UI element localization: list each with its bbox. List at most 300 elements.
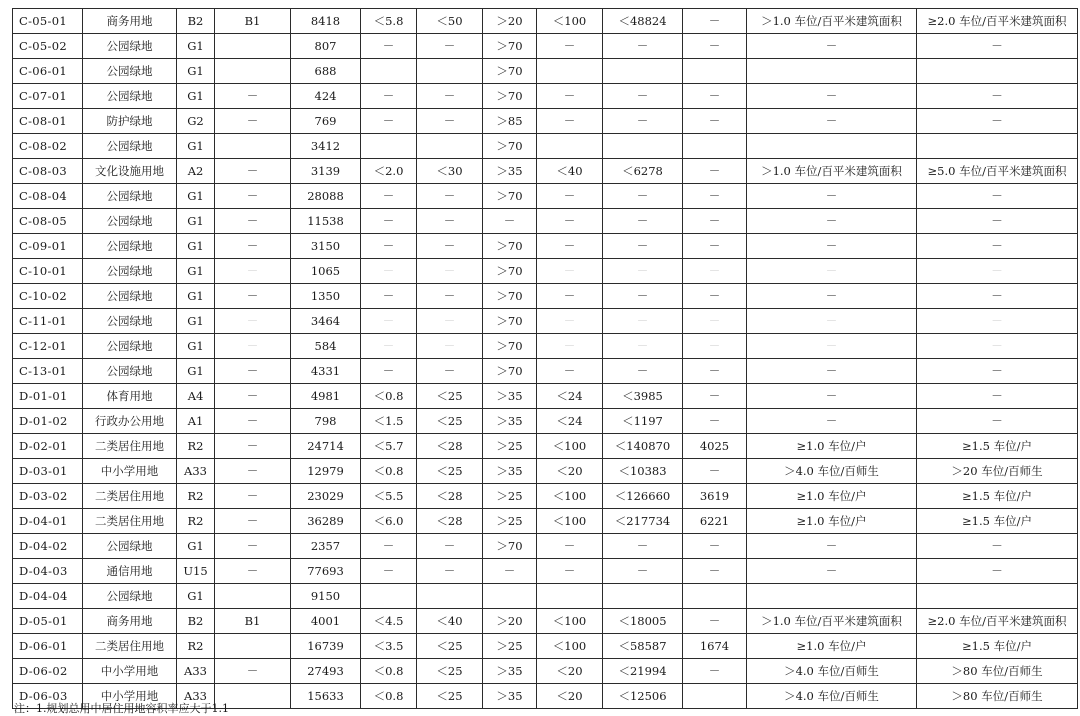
height-limit-cell: ＜20	[537, 659, 603, 684]
green-ratio-cell: ＞70	[483, 234, 537, 259]
plot-area-cell: 2357	[291, 534, 361, 559]
plot-code-cell: D-06-01	[13, 634, 83, 659]
compatible-use-cell: B1	[215, 609, 291, 634]
land-use-code-cell: G1	[177, 34, 215, 59]
motor-parking-cell: －	[747, 84, 917, 109]
green-ratio-cell	[483, 584, 537, 609]
plot-area-cell: 36289	[291, 509, 361, 534]
motor-parking-cell: ＞4.0 车位/百师生	[747, 459, 917, 484]
building-density-cell: ＜28	[417, 509, 483, 534]
households-cell: －	[683, 409, 747, 434]
plot-area-cell: 4331	[291, 359, 361, 384]
bicycle-parking-cell: ≥2.0 车位/百平米建筑面积	[917, 9, 1078, 34]
building-density-cell: ＜40	[417, 609, 483, 634]
height-limit-cell: －	[537, 284, 603, 309]
compatible-use-cell	[215, 134, 291, 159]
green-ratio-cell: －	[483, 559, 537, 584]
land-use-name-cell: 公园绿地	[83, 259, 177, 284]
green-ratio-cell: ＞35	[483, 409, 537, 434]
land-use-name-cell: 公园绿地	[83, 184, 177, 209]
land-use-name-cell: 公园绿地	[83, 584, 177, 609]
table-row	[13, 109, 1078, 134]
plot-area-cell: 424	[291, 84, 361, 109]
compatible-use-cell: B1	[215, 9, 291, 34]
households-cell: －	[683, 609, 747, 634]
plot-area-cell: 4981	[291, 384, 361, 409]
building-density-cell: ＜30	[417, 159, 483, 184]
plot-code-cell: D-06-02	[13, 659, 83, 684]
floor-area-cell	[603, 584, 683, 609]
green-ratio-cell: ＞70	[483, 334, 537, 359]
land-use-code-cell: G2	[177, 109, 215, 134]
land-use-code-cell: G1	[177, 284, 215, 309]
table-row	[13, 634, 1078, 659]
height-limit-cell	[537, 134, 603, 159]
table-row	[13, 209, 1078, 234]
floor-area-ratio-cell: ＜4.5	[361, 609, 417, 634]
plot-code-cell: D-04-01	[13, 509, 83, 534]
table-row	[13, 484, 1078, 509]
green-ratio-cell: ＞25	[483, 484, 537, 509]
table-row	[13, 409, 1078, 434]
building-density-cell	[417, 134, 483, 159]
floor-area-cell: ＜21994	[603, 659, 683, 684]
bicycle-parking-cell: ≥1.5 车位/户	[917, 509, 1078, 534]
table-row	[13, 434, 1078, 459]
building-density-cell: －	[417, 559, 483, 584]
plot-area-cell: 769	[291, 109, 361, 134]
floor-area-ratio-cell: －	[361, 309, 417, 334]
motor-parking-cell	[747, 584, 917, 609]
land-use-code-cell: A1	[177, 409, 215, 434]
motor-parking-cell: ＞4.0 车位/百师生	[747, 659, 917, 684]
floor-area-ratio-cell: ＜3.5	[361, 634, 417, 659]
plot-code-cell: C-11-01	[13, 309, 83, 334]
compatible-use-cell: －	[215, 559, 291, 584]
table-row	[13, 559, 1078, 584]
floor-area-cell: ＜126660	[603, 484, 683, 509]
green-ratio-cell: ＞70	[483, 184, 537, 209]
households-cell: －	[683, 259, 747, 284]
building-density-cell: ＜25	[417, 459, 483, 484]
households-cell: －	[683, 234, 747, 259]
motor-parking-cell: －	[747, 184, 917, 209]
compatible-use-cell: －	[215, 234, 291, 259]
households-cell: －	[683, 184, 747, 209]
table-row	[13, 9, 1078, 34]
households-cell: －	[683, 209, 747, 234]
floor-area-cell: －	[603, 234, 683, 259]
plot-code-cell: C-08-03	[13, 159, 83, 184]
floor-area-ratio-cell: ＜2.0	[361, 159, 417, 184]
floor-area-ratio-cell: －	[361, 34, 417, 59]
floor-area-ratio-cell: －	[361, 559, 417, 584]
bicycle-parking-cell: －	[917, 284, 1078, 309]
green-ratio-cell: ＞70	[483, 84, 537, 109]
table-row	[13, 584, 1078, 609]
plot-area-cell: 1350	[291, 284, 361, 309]
compatible-use-cell	[215, 34, 291, 59]
table-row	[13, 509, 1078, 534]
land-use-name-cell: 商务用地	[83, 609, 177, 634]
motor-parking-cell: －	[747, 109, 917, 134]
land-use-name-cell: 商务用地	[83, 9, 177, 34]
land-use-code-cell: G1	[177, 359, 215, 384]
plot-area-cell: 584	[291, 334, 361, 359]
building-density-cell: ＜50	[417, 9, 483, 34]
plot-area-cell: 798	[291, 409, 361, 434]
households-cell: 3619	[683, 484, 747, 509]
motor-parking-cell: －	[747, 534, 917, 559]
motor-parking-cell: －	[747, 34, 917, 59]
land-use-code-cell: G1	[177, 84, 215, 109]
building-density-cell: －	[417, 209, 483, 234]
floor-area-cell: －	[603, 534, 683, 559]
motor-parking-cell: ＞1.0 车位/百平米建筑面积	[747, 609, 917, 634]
bicycle-parking-cell: ＞20 车位/百师生	[917, 459, 1078, 484]
households-cell: －	[683, 109, 747, 134]
table-row	[13, 184, 1078, 209]
motor-parking-cell: ＞1.0 车位/百平米建筑面积	[747, 9, 917, 34]
motor-parking-cell: －	[747, 209, 917, 234]
plot-area-cell: 688	[291, 59, 361, 84]
height-limit-cell: ＜24	[537, 409, 603, 434]
green-ratio-cell: ＞70	[483, 284, 537, 309]
land-use-name-cell: 行政办公用地	[83, 409, 177, 434]
motor-parking-cell: －	[747, 234, 917, 259]
plot-area-cell: 12979	[291, 459, 361, 484]
bicycle-parking-cell: －	[917, 209, 1078, 234]
floor-area-ratio-cell: －	[361, 534, 417, 559]
plot-code-cell: D-05-01	[13, 609, 83, 634]
motor-parking-cell: －	[747, 359, 917, 384]
height-limit-cell: －	[537, 534, 603, 559]
households-cell: －	[683, 384, 747, 409]
height-limit-cell: －	[537, 359, 603, 384]
floor-area-cell: －	[603, 309, 683, 334]
households-cell: －	[683, 9, 747, 34]
land-use-name-cell: 公园绿地	[83, 234, 177, 259]
building-density-cell: －	[417, 334, 483, 359]
land-use-name-cell: 中小学用地	[83, 459, 177, 484]
height-limit-cell: －	[537, 109, 603, 134]
floor-area-ratio-cell: －	[361, 209, 417, 234]
floor-area-ratio-cell: ＜0.8	[361, 459, 417, 484]
motor-parking-cell: ＞1.0 车位/百平米建筑面积	[747, 159, 917, 184]
green-ratio-cell: ＞35	[483, 659, 537, 684]
floor-area-ratio-cell: －	[361, 109, 417, 134]
table-row	[13, 84, 1078, 109]
table-row	[13, 534, 1078, 559]
floor-area-ratio-cell: ＜1.5	[361, 409, 417, 434]
land-use-code-cell: A33	[177, 659, 215, 684]
bicycle-parking-cell: －	[917, 84, 1078, 109]
plot-code-cell: C-12-01	[13, 334, 83, 359]
table-row	[13, 359, 1078, 384]
bicycle-parking-cell: －	[917, 359, 1078, 384]
land-use-name-cell: 公园绿地	[83, 209, 177, 234]
plot-area-cell: 9150	[291, 584, 361, 609]
floor-area-cell: ＜6278	[603, 159, 683, 184]
green-ratio-cell: ＞25	[483, 634, 537, 659]
households-cell: －	[683, 309, 747, 334]
height-limit-cell: －	[537, 309, 603, 334]
land-use-code-cell: G1	[177, 209, 215, 234]
building-density-cell: ＜25	[417, 684, 483, 709]
land-use-code-cell: G1	[177, 134, 215, 159]
land-use-name-cell: 通信用地	[83, 559, 177, 584]
building-density-cell: －	[417, 84, 483, 109]
height-limit-cell: ＜100	[537, 609, 603, 634]
green-ratio-cell: ＞35	[483, 159, 537, 184]
land-use-code-cell: G1	[177, 59, 215, 84]
green-ratio-cell: ＞70	[483, 359, 537, 384]
bicycle-parking-cell: ＞80 车位/百师生	[917, 684, 1078, 709]
land-use-code-cell: R2	[177, 509, 215, 534]
plot-area-cell: 16739	[291, 634, 361, 659]
plot-code-cell: C-08-01	[13, 109, 83, 134]
land-use-table-wrapper	[12, 8, 1077, 709]
land-use-name-cell: 公园绿地	[83, 334, 177, 359]
plot-code-cell: C-08-04	[13, 184, 83, 209]
land-use-code-cell: R2	[177, 634, 215, 659]
table-row	[13, 459, 1078, 484]
bicycle-parking-cell: －	[917, 184, 1078, 209]
floor-area-cell: －	[603, 284, 683, 309]
building-density-cell: ＜25	[417, 409, 483, 434]
motor-parking-cell: ≥1.0 车位/户	[747, 434, 917, 459]
height-limit-cell: ＜20	[537, 459, 603, 484]
land-use-name-cell: 中小学用地	[83, 684, 177, 709]
land-use-name-cell: 公园绿地	[83, 134, 177, 159]
plot-code-cell: D-03-01	[13, 459, 83, 484]
land-use-code-cell: A33	[177, 684, 215, 709]
table-row	[13, 234, 1078, 259]
table-row	[13, 384, 1078, 409]
floor-area-cell: －	[603, 109, 683, 134]
land-use-code-cell: G1	[177, 334, 215, 359]
plot-code-cell: C-13-01	[13, 359, 83, 384]
floor-area-cell: －	[603, 559, 683, 584]
households-cell: －	[683, 359, 747, 384]
land-use-name-cell: 防护绿地	[83, 109, 177, 134]
plot-area-cell: 23029	[291, 484, 361, 509]
bicycle-parking-cell: －	[917, 34, 1078, 59]
green-ratio-cell: ＞70	[483, 59, 537, 84]
bicycle-parking-cell: ≥5.0 车位/百平米建筑面积	[917, 159, 1078, 184]
floor-area-cell: －	[603, 184, 683, 209]
motor-parking-cell: ＞4.0 车位/百师生	[747, 684, 917, 709]
green-ratio-cell: ＞70	[483, 534, 537, 559]
floor-area-ratio-cell	[361, 134, 417, 159]
floor-area-ratio-cell	[361, 584, 417, 609]
plot-area-cell: 11538	[291, 209, 361, 234]
households-cell: －	[683, 159, 747, 184]
land-use-name-cell: 公园绿地	[83, 534, 177, 559]
floor-area-ratio-cell: ＜0.8	[361, 659, 417, 684]
motor-parking-cell	[747, 134, 917, 159]
compatible-use-cell: －	[215, 459, 291, 484]
compatible-use-cell: －	[215, 359, 291, 384]
bicycle-parking-cell	[917, 584, 1078, 609]
households-cell: －	[683, 559, 747, 584]
bicycle-parking-cell: ≥2.0 车位/百平米建筑面积	[917, 609, 1078, 634]
households-cell	[683, 684, 747, 709]
building-density-cell	[417, 584, 483, 609]
height-limit-cell: －	[537, 259, 603, 284]
floor-area-ratio-cell: －	[361, 234, 417, 259]
plot-code-cell: D-03-02	[13, 484, 83, 509]
households-cell: －	[683, 459, 747, 484]
height-limit-cell: ＜100	[537, 434, 603, 459]
plot-area-cell: 15633	[291, 684, 361, 709]
building-density-cell: －	[417, 109, 483, 134]
land-use-code-cell: R2	[177, 484, 215, 509]
bicycle-parking-cell	[917, 134, 1078, 159]
plot-code-cell: C-05-01	[13, 9, 83, 34]
land-use-code-cell: G1	[177, 584, 215, 609]
bicycle-parking-cell: ＞80 车位/百师生	[917, 659, 1078, 684]
floor-area-ratio-cell: －	[361, 334, 417, 359]
floor-area-ratio-cell: ＜5.7	[361, 434, 417, 459]
green-ratio-cell: ＞85	[483, 109, 537, 134]
land-use-code-cell: U15	[177, 559, 215, 584]
table-row	[13, 609, 1078, 634]
floor-area-ratio-cell: ＜5.8	[361, 9, 417, 34]
plot-area-cell: 3464	[291, 309, 361, 334]
plot-code-cell: C-05-02	[13, 34, 83, 59]
households-cell: －	[683, 284, 747, 309]
plot-area-cell: 3139	[291, 159, 361, 184]
plot-code-cell: D-04-03	[13, 559, 83, 584]
height-limit-cell: －	[537, 184, 603, 209]
green-ratio-cell: ＞35	[483, 384, 537, 409]
motor-parking-cell: －	[747, 409, 917, 434]
building-density-cell: －	[417, 284, 483, 309]
building-density-cell: ＜25	[417, 384, 483, 409]
land-use-name-cell: 公园绿地	[83, 84, 177, 109]
households-cell: 6221	[683, 509, 747, 534]
green-ratio-cell: ＞20	[483, 609, 537, 634]
green-ratio-cell: ＞35	[483, 459, 537, 484]
height-limit-cell: －	[537, 559, 603, 584]
height-limit-cell	[537, 584, 603, 609]
land-use-code-cell: R2	[177, 434, 215, 459]
building-density-cell: －	[417, 259, 483, 284]
building-density-cell: ＜25	[417, 634, 483, 659]
plot-code-cell: C-09-01	[13, 234, 83, 259]
land-use-name-cell: 公园绿地	[83, 284, 177, 309]
floor-area-ratio-cell: －	[361, 259, 417, 284]
plot-area-cell: 1065	[291, 259, 361, 284]
land-use-code-cell: A2	[177, 159, 215, 184]
motor-parking-cell: －	[747, 284, 917, 309]
plot-code-cell: C-08-05	[13, 209, 83, 234]
bicycle-parking-cell: －	[917, 384, 1078, 409]
floor-area-cell: ＜12506	[603, 684, 683, 709]
floor-area-cell	[603, 134, 683, 159]
floor-area-ratio-cell: －	[361, 84, 417, 109]
land-use-code-cell: A33	[177, 459, 215, 484]
green-ratio-cell: ＞70	[483, 259, 537, 284]
motor-parking-cell: ≥1.0 车位/户	[747, 509, 917, 534]
compatible-use-cell: －	[215, 184, 291, 209]
plot-code-cell: D-04-04	[13, 584, 83, 609]
households-cell: －	[683, 84, 747, 109]
floor-area-cell: －	[603, 259, 683, 284]
floor-area-ratio-cell: ＜0.8	[361, 384, 417, 409]
floor-area-cell	[603, 59, 683, 84]
plot-area-cell: 807	[291, 34, 361, 59]
floor-area-cell: －	[603, 209, 683, 234]
plot-code-cell: D-01-02	[13, 409, 83, 434]
height-limit-cell: －	[537, 334, 603, 359]
height-limit-cell: ＜100	[537, 484, 603, 509]
floor-area-cell: ＜58587	[603, 634, 683, 659]
height-limit-cell: ＜100	[537, 634, 603, 659]
floor-area-cell: －	[603, 34, 683, 59]
motor-parking-cell: －	[747, 559, 917, 584]
plot-code-cell: C-10-02	[13, 284, 83, 309]
plot-code-cell: D-01-01	[13, 384, 83, 409]
plot-area-cell: 28088	[291, 184, 361, 209]
green-ratio-cell: －	[483, 209, 537, 234]
compatible-use-cell: －	[215, 84, 291, 109]
compatible-use-cell: －	[215, 109, 291, 134]
floor-area-cell: ＜3985	[603, 384, 683, 409]
land-use-name-cell: 公园绿地	[83, 309, 177, 334]
households-cell: －	[683, 534, 747, 559]
land-use-code-cell: G1	[177, 534, 215, 559]
compatible-use-cell	[215, 59, 291, 84]
height-limit-cell: ＜40	[537, 159, 603, 184]
land-use-code-cell: G1	[177, 184, 215, 209]
plot-code-cell: C-06-01	[13, 59, 83, 84]
land-use-name-cell: 二类居住用地	[83, 484, 177, 509]
land-use-code-cell: B2	[177, 609, 215, 634]
land-use-code-cell: G1	[177, 309, 215, 334]
table-body	[13, 9, 1078, 709]
compatible-use-cell: －	[215, 484, 291, 509]
land-use-code-cell: A4	[177, 384, 215, 409]
plot-area-cell: 3150	[291, 234, 361, 259]
land-use-code-cell: B2	[177, 9, 215, 34]
land-use-code-cell: G1	[177, 234, 215, 259]
floor-area-ratio-cell: ＜6.0	[361, 509, 417, 534]
plot-code-cell: C-08-02	[13, 134, 83, 159]
green-ratio-cell: ＞70	[483, 34, 537, 59]
land-use-name-cell: 二类居住用地	[83, 434, 177, 459]
land-use-name-cell: 中小学用地	[83, 659, 177, 684]
households-cell: －	[683, 334, 747, 359]
height-limit-cell: ＜100	[537, 9, 603, 34]
households-cell	[683, 584, 747, 609]
green-ratio-cell: ＞20	[483, 9, 537, 34]
motor-parking-cell: ≥1.0 车位/户	[747, 484, 917, 509]
building-density-cell: －	[417, 359, 483, 384]
floor-area-ratio-cell: ＜0.8	[361, 684, 417, 709]
floor-area-cell: －	[603, 359, 683, 384]
table-row	[13, 309, 1078, 334]
building-density-cell	[417, 59, 483, 84]
height-limit-cell: －	[537, 234, 603, 259]
building-density-cell: －	[417, 309, 483, 334]
plot-area-cell: 4001	[291, 609, 361, 634]
bicycle-parking-cell: ≥1.5 车位/户	[917, 434, 1078, 459]
compatible-use-cell: －	[215, 409, 291, 434]
bicycle-parking-cell: －	[917, 334, 1078, 359]
compatible-use-cell	[215, 634, 291, 659]
